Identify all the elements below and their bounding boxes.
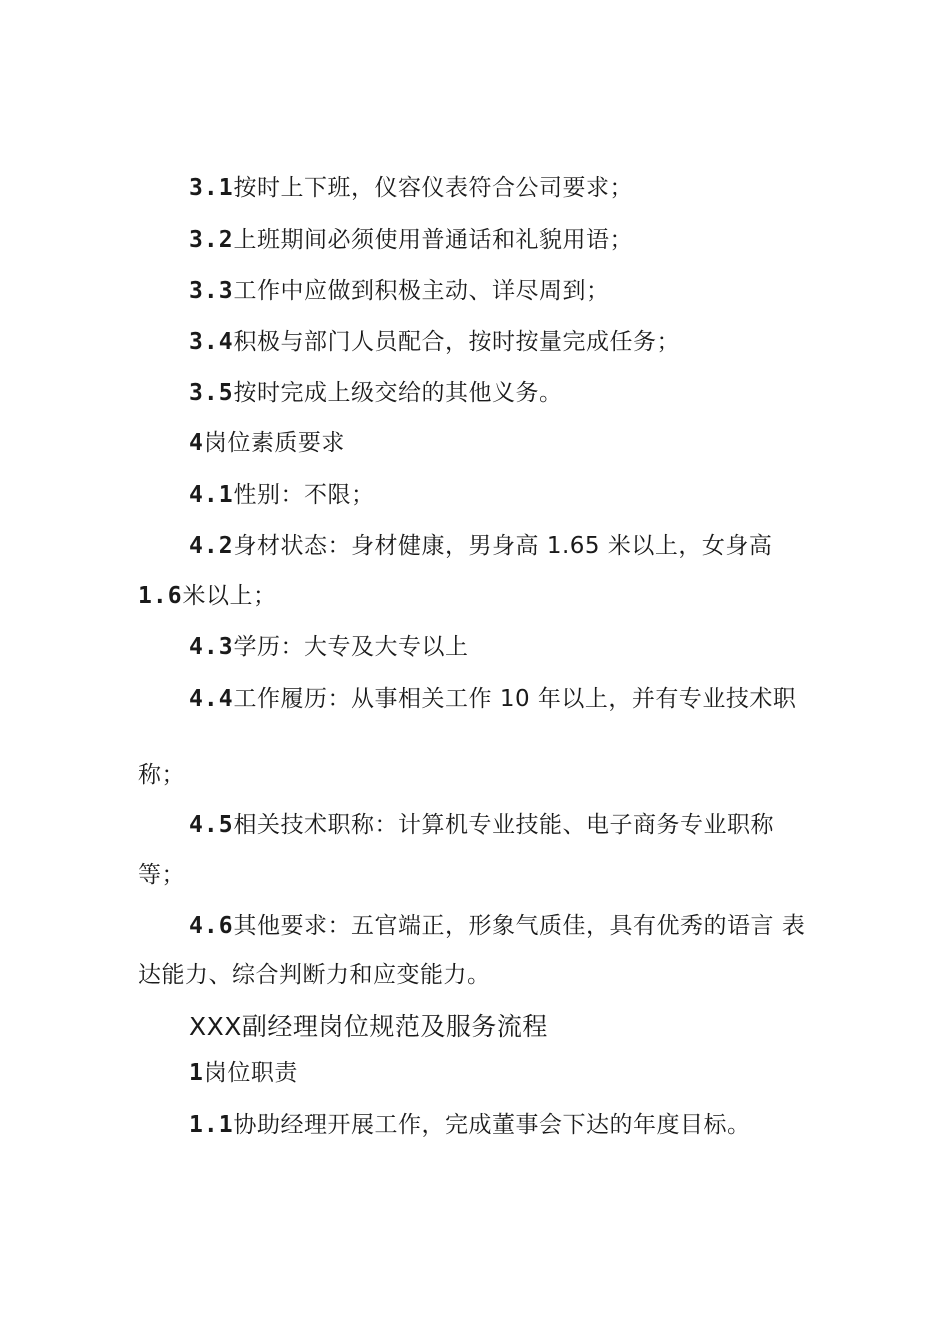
list-item: 3.5按时完成上级交给的其他义务。 — [189, 380, 563, 406]
list-item: 4.3学历：大专及大专以上 — [189, 634, 469, 660]
list-item: 3.3工作中应做到积极主动、详尽周到； — [189, 278, 610, 304]
list-item: 4.6其他要求：五官端正，形象气质佳，具有优秀的语言 表 — [189, 913, 806, 939]
document-title: XXX副经理岗位规范及服务流程 — [189, 1012, 548, 1041]
list-item-continuation: 称； — [138, 762, 185, 788]
section-heading: 1岗位职责 — [189, 1060, 298, 1086]
list-item: 4.4工作履历：从事相关工作 10 年以上，并有专业技术职 — [189, 686, 797, 712]
section-heading: 4岗位素质要求 — [189, 430, 345, 456]
list-item: 4.1性别：不限； — [189, 482, 375, 508]
list-item: 1.1协助经理开展工作，完成董事会下达的年度目标。 — [189, 1112, 751, 1138]
list-item: 3.2上班期间必须使用普通话和礼貌用语； — [189, 227, 634, 253]
list-item-continuation: 等； — [138, 862, 185, 888]
list-item: 4.2身材状态：身材健康，男身高 1.65 米以上，女身高 — [189, 533, 773, 559]
list-item: 3.1按时上下班，仪容仪表符合公司要求； — [189, 175, 634, 201]
list-item-continuation: 1.6米以上； — [138, 583, 277, 609]
list-item: 3.4积极与部门人员配合，按时按量完成任务； — [189, 329, 681, 355]
list-item: 4.5相关技术职称：计算机专业技能、电子商务专业职称 — [189, 812, 775, 838]
list-item-continuation: 达能力、综合判断力和应变能力。 — [138, 962, 491, 988]
